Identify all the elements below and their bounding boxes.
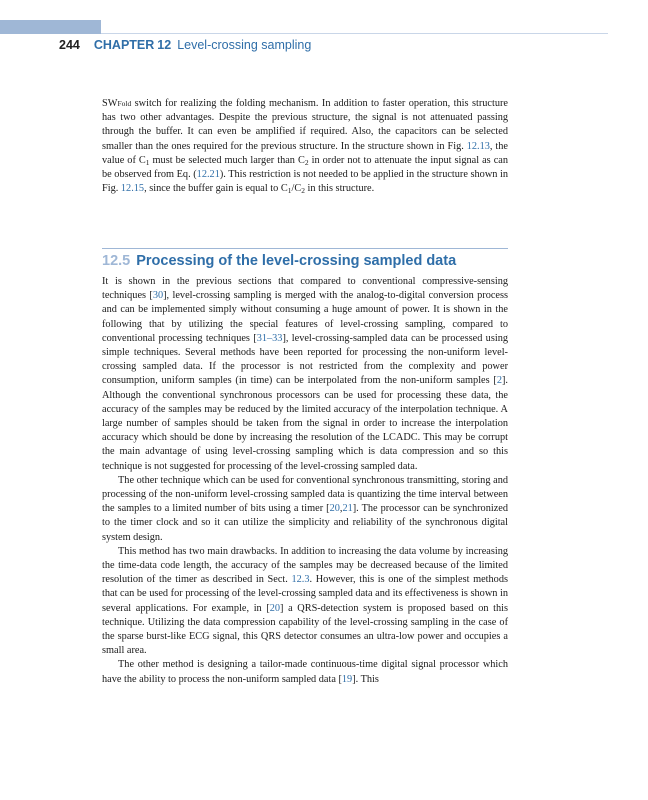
citation-link[interactable]: 30 xyxy=(152,290,164,302)
section-heading xyxy=(102,253,456,269)
page-number: 244 xyxy=(59,38,80,52)
figure-link[interactable]: 12.15 xyxy=(120,183,145,195)
citation-link[interactable]: 2 xyxy=(496,375,502,387)
citation-link[interactable]: 20 xyxy=(269,602,281,614)
switch-subscript: Fold xyxy=(117,99,132,108)
section-rule xyxy=(102,248,508,249)
citation-link[interactable]: 21 xyxy=(342,503,353,515)
header-rule xyxy=(101,33,608,34)
running-header xyxy=(59,38,311,52)
figure-link[interactable]: 12.13 xyxy=(466,140,490,152)
body-paragraph-3: This method has two main drawbacks. In addition to increasing the data volume by increasing the time-data code length, the accuracy of the samples may be decreased because of the limited resolution of the timer as described in Sect. 12.3. However, this is one of the simplest methods that can be used for processing of the level-crossing sampled data and its effectiveness is shown in several applications. For example, in [20] a QRS-detection system is proposed based on this technique. Utilizing the data compression capability of the level-crossing sampling in the case of the sparse burst-like ECG signal, this QRS detector consumes an ultra-low power and occupies a small area. xyxy=(102,545,508,657)
chapter-label: CHAPTER xyxy=(93,38,155,52)
intro-paragraph: SWFold switch for realizing the folding mechanism. In addition to faster operation, this structure has two other advantages. Despite the previous structure, the signal is not attenuated passing through the buffer. It can even be amplified if required. Also, the capacitors can be selected smaller than the ones required for the previous structure. In the structure shown in Fig. 12.13, the value of $C_1$ must be selected much larger than $C_2$ in order not to attenuate the input signal as can be observed from Eq. (12.21). This restriction is not needed to be applied in the structure shown in Fig. 12.15, since the buffer gain is equal to $C_1/C_2$ in this structure. xyxy=(102,98,508,196)
body-paragraph-2: The other technique which can be used for conventional synchronous transmitting, storing and processing of the non-uniform level-crossing sampled data is quantizing the time interval between the samples to a limited number of bits using a timer [20,21]. The processor can be synchronized to the timer clock and so it can utilize the simplicity and reliability of the synchronous digital system design. xyxy=(102,474,508,543)
header-color-tab xyxy=(0,20,101,34)
intro-text-block xyxy=(102,97,508,196)
citation-link[interactable]: 19 xyxy=(341,673,353,685)
chapter-title: Level-crossing sampling xyxy=(177,38,312,52)
section-number: 12.5 xyxy=(102,253,131,269)
chapter-number: 12 xyxy=(157,38,172,52)
section-body xyxy=(102,275,508,687)
body-paragraph-4: The other method is designing a tailor-made continuous-time digital signal processor which have the ability to process the non-uniform sampled data [19]. This xyxy=(102,659,508,685)
citation-link[interactable]: 20 xyxy=(329,503,340,515)
section-link[interactable]: 12.3 xyxy=(291,574,310,586)
equation-link[interactable]: 12.21 xyxy=(196,169,220,181)
body-paragraph-1: It is shown in the previous sections that compared to conventional compressive-sensing techniques [30], level-crossing sampling is merged with the analog-to-digital conversion process and can be implemented simply without consuming a huge amount of power. It is shown in the following that by utilizing the special features of level-crossing sampling, compared to conventional processing techniques [31–33], level-crossing-sampled data can be processed using simple techniques. Several methods have been reported for processing the non-uniform level-crossing sampled data. If the processor is not restricted from the complexity and power consumption, uniform samples (in time) can be interpolated from the non-uniform samples [2]. Although the conventional synchronous processors can be used for processing these data, the accuracy of the samples may be reduced by the limited accuracy of the interpolation technique. A large number of samples should be taken from the signal in order to increase the interpolation accuracy which should be done by increasing the resolution of the LCADC. This may be corrupt the main advantage of using level-crossing sampling which is data compression and so this technique is not suggested for processing of the level-crossing sampled data. xyxy=(102,276,508,472)
citation-link[interactable]: 31–33 xyxy=(256,332,283,344)
section-title: Processing of the level-crossing sampled data xyxy=(136,253,457,269)
